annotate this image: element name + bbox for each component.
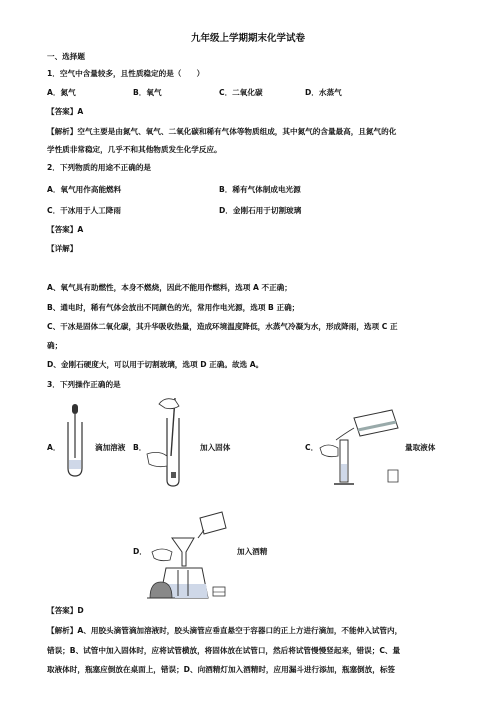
q1-option-d: D．水蒸气: [305, 88, 342, 97]
q2-detail-line-4: 确；: [47, 341, 63, 350]
q2-option-b: B．稀有气体制成电光源: [219, 185, 301, 194]
q2-stem: 2．下列物质的用途不正确的是: [47, 163, 152, 172]
dropper-testtube-figure: [64, 402, 88, 478]
q1-analysis-line-2: 学性质非常稳定，几乎不和其他物质发生化学反应。: [47, 145, 222, 154]
q2-detail-label: 【详解】: [47, 244, 78, 253]
add-solid-figure: [145, 396, 195, 488]
measure-liquid-figure: [318, 404, 406, 492]
q2-answer: 【答案】A: [47, 225, 84, 234]
q1-answer: 【答案】A: [47, 107, 84, 116]
q3-option-c-label: 量取液体: [405, 443, 436, 452]
q2-option-d: D．金刚石用于切割玻璃: [219, 206, 302, 215]
q2-option-a: A．氧气用作高能燃料: [47, 185, 122, 194]
bottle-stopper-icon: [212, 586, 226, 598]
q1-option-a: A．氮气: [47, 88, 76, 97]
q3-option-b-label: 加入固体: [200, 443, 231, 452]
section-heading: 一、选择题: [47, 52, 85, 61]
q1-stem: 1．空气中含量较多，且性质稳定的是（ ）: [47, 69, 205, 78]
q3-analysis-line-2: 错误；B、试管中加入固体时，应将试管横放，将固体放在试管口，然后将试管慢慢竖起来，错误；C、量: [47, 646, 401, 655]
q3-option-c-letter: C．: [305, 443, 319, 452]
q3-option-a-letter: A．: [47, 443, 61, 452]
q1-option-c: C．二氧化碳: [219, 88, 263, 97]
q3-analysis-line-3: 取液体时，瓶塞应倒放在桌面上，错误；D、向酒精灯加入酒精时，应用漏斗进行添加，瓶塞倒放，标签: [47, 665, 396, 674]
q3-option-d-label: 加入酒精: [237, 547, 268, 556]
q3-option-a-label: 滴加溶液: [95, 443, 126, 452]
page-title: 九年级上学期期末化学试卷: [190, 33, 305, 44]
q2-detail-line-1: A、氧气具有助燃性，本身不燃烧，因此不能用作燃料，选项 A 不正确；: [47, 283, 292, 292]
q2-option-c: C．干冰用于人工降雨: [47, 206, 121, 215]
q3-stem: 3．下列操作正确的是: [47, 380, 121, 389]
q3-answer: 【答案】D: [47, 606, 84, 615]
q1-option-b: B．氧气: [133, 88, 162, 97]
q2-detail-line-5: D、金刚石硬度大，可以用于切割玻璃，选项 D 正确。故选 A。: [47, 360, 264, 369]
q2-detail-line-3: C、干冰是固体二氧化碳，其升华吸收热量，造成环境温度降低，水蒸气冷凝为水，形成降雨，选项 C 正: [47, 322, 398, 331]
q1-analysis-line-1: 【解析】空气主要是由氮气、氧气、二氧化碳和稀有气体等物质组成，其中氮气的含量最高，且氮气的化: [47, 127, 397, 136]
q3-option-b-letter: B．: [133, 443, 147, 452]
q3-analysis-line-1: 【解析】A、用胶头滴管滴加溶液时，胶头滴管应垂直悬空于容器口的正上方进行滴加，不能伸入试管内，: [47, 626, 403, 635]
q3-option-d-letter: D．: [133, 547, 147, 556]
lamp-cap-icon: [146, 580, 176, 600]
q2-detail-line-2: B、通电时，稀有气体会放出不同颜色的光，常用作电光源，选项 B 正确；: [47, 303, 300, 312]
